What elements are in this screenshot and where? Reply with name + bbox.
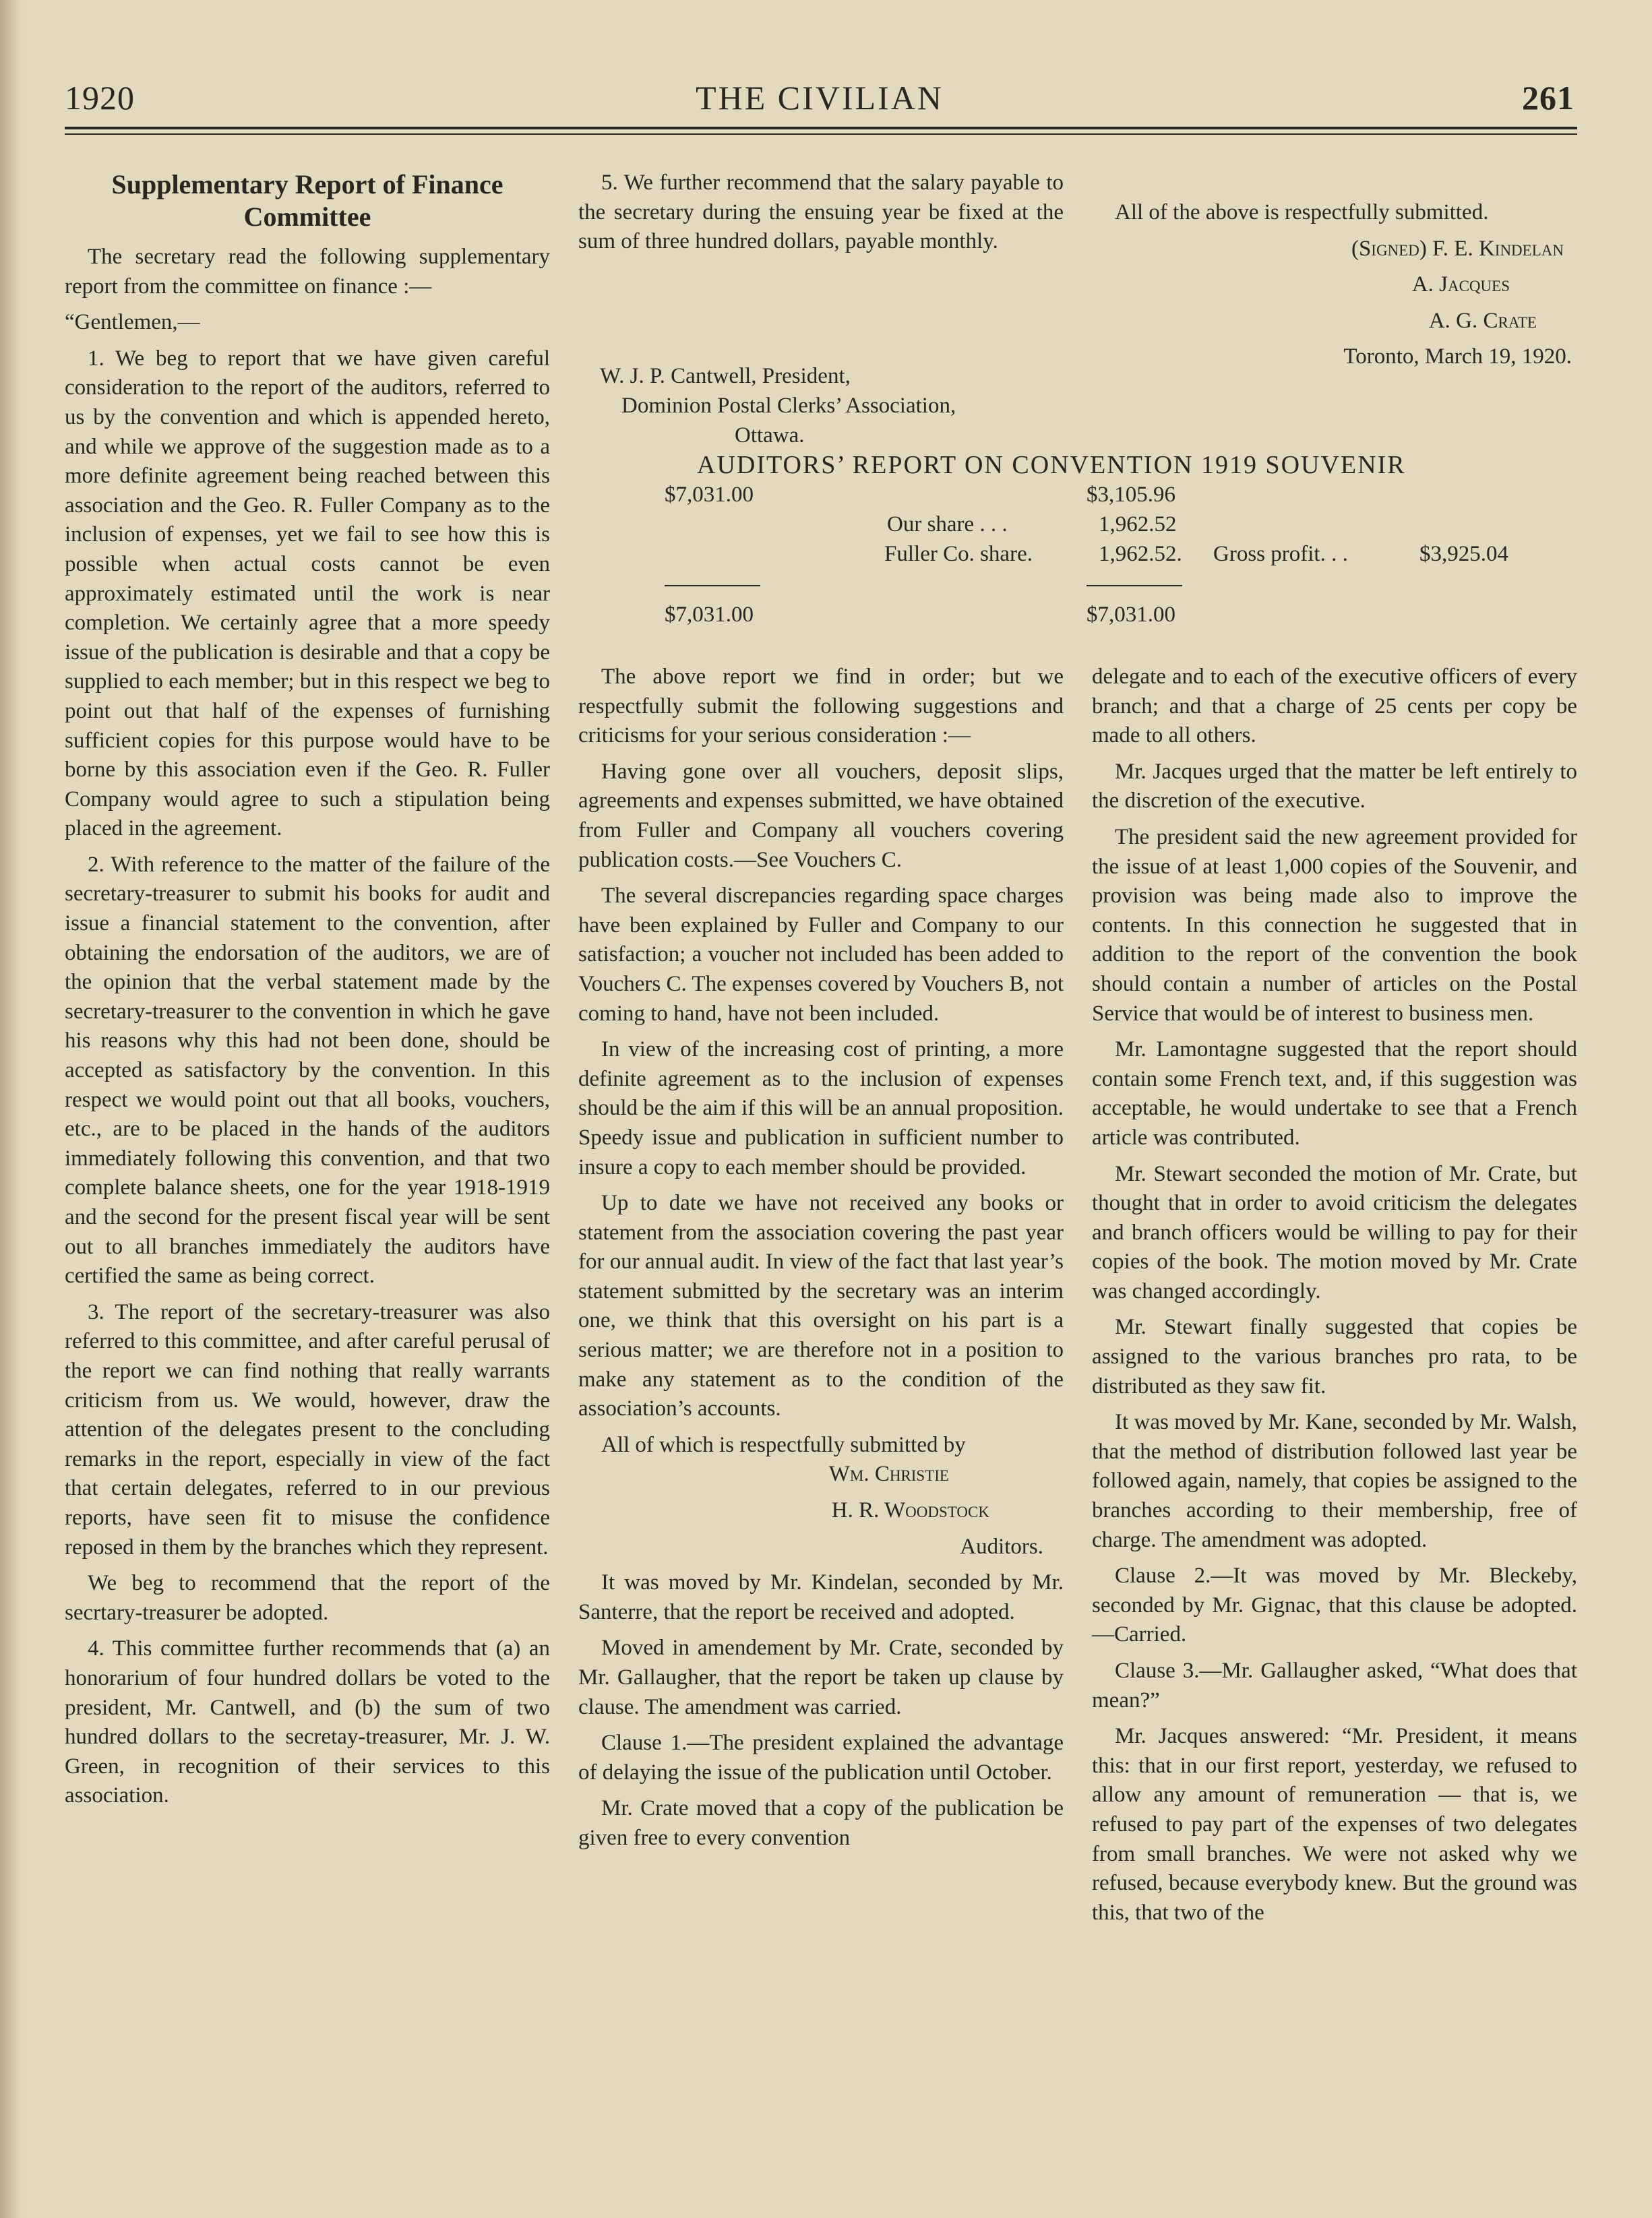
finance-intro: The secretary read the following supplementary report from the committee on finance :—	[65, 245, 550, 299]
header-year: 1920	[65, 79, 135, 117]
finance-para-2: 2. With reference to the matter of the failure of the secretary-treasurer to submit his books for audit and issue a financial statement to the convention, after obtaining the endorsation of the auditors, we are of the opinion that the verbal statement made by the secretary-treasurer to the convention in which he gave his reasons why this had not been done, should be accepted as satisfactory by the convention. In this respect we would point out that all books, vouchers, etc., are to be placed in the hands of the auditors immediately following this convention, and that two complete balance sheets, one for the year 1918-1919 and the second for the present fiscal year will be sent out to all branches immediately the auditors have certified the same as being correct.	[65, 852, 550, 1289]
auditors-para-10: Mr. Crate moved that a copy of the publication be given free to every convention	[578, 1796, 1064, 1850]
column-right-top	[1092, 168, 1577, 379]
column-middle-bottom	[578, 663, 1064, 1860]
audit-right-amount: $3,105.96	[1087, 483, 1175, 507]
auditors-para-3: The several discrepancies regarding space charges have been explained by Fuller and Company to our satisfaction; a voucher not included has been added to Vouchers C. The expenses covered by Vouchers B, not coming to hand, have not been included.	[578, 884, 1064, 1026]
audit-right-total: $7,031.00	[1087, 603, 1175, 627]
finance-signatures	[1092, 235, 1577, 336]
finance-para-4: 4. This committee further recommends that (a) an honorarium of four hundred dollars be voted to the president, Mr. Cantwell, and (b) the sum of two hundred dollars to the secretay-treasurer, Mr. J. W. Green, in recognition of their services to this association.	[65, 1636, 550, 1808]
audit-fuller-share: 1,962.52.	[1099, 542, 1182, 566]
page-binding-edge	[0, 0, 23, 2218]
auditors-para-1: The above report we find in order; but we respectfully submit the following suggestions and criticisms for your serious consideration :—	[578, 665, 1064, 748]
finance-para-3: 3. The report of the secretary-treasurer was also referred to this committee, and after careful perusal of the report we can find nothing that really warrants criticism from us. We would, however, draw the attention of the delegates present to the concluding remarks in the report, especially in view of the fact that certain delegates, referred to in our previous reports, have seen fit to misuse the confidence reposed in them by the branches which they represent.	[65, 1299, 550, 1560]
auditors-para-8: Moved in amendement by Mr. Crate, seconded by Mr. Gallaugher, that the report be taken up clause by clause. The amendment was carried.	[578, 1636, 1064, 1719]
auditors-para-7: It was moved by Mr. Kindelan, seconded by Mr. Santerre, that the report be received and adopted.	[578, 1570, 1064, 1624]
auditors-para-2: Having gone over all vouchers, deposit slips, agreements and expenses submitted, we have obtained from Fuller and Company all vouchers covering publication costs.—See Vouchers C.	[578, 759, 1064, 872]
discussion-para-10: Mr. Jacques answered: “Mr. President, it means this: that in our first report, yesterday, we refused to allow any amount of remuneration — that is, we refused to pay part of the expenses of two delegates from small branches. We were not asked why we refused, because everybody knew. But the ground was this, that two of the	[1092, 1724, 1577, 1925]
auditors-para-9: Clause 1.—The president explained the advantage of delaying the issue of the publication until October.	[578, 1731, 1064, 1785]
finance-date: Toronto, March 19, 1920.	[1343, 344, 1572, 369]
column-right-bottom	[1092, 663, 1577, 1934]
audit-left-total: $7,031.00	[665, 603, 754, 627]
audit-right-rule	[1087, 585, 1182, 586]
auditors-para-4: In view of the increasing cost of printing, a more definite agreement as to the inclusion of expenses should be the aim if this will be an annual proposition. Speedy issue and publication in sufficient number to insure a copy to each member should be provided.	[578, 1037, 1064, 1179]
finance-para-1: 1. We beg to report that we have given careful consideration to the report of the auditors, referred to us by the convention and which is appended hereto, and while we approve of the suggestion made as to a more definite agreement being reached between this association and the Geo. R. Fuller Company as to the inclusion of expenses, yet we fail to see how this is possible when actual costs cannot be even approximately estimated until the work is near completion. We certainly agree that a more speedy issue of the publication is desirable and that a copy be supplied to each member; but in this respect we beg to point out that half of the expenses of furnishing sufficient copies for this purpose would have to be borne by this association even if the Geo. R. Fuller Company would agree to such a stipulation being placed in the agreement.	[65, 346, 550, 841]
audit-fuller-label: Fuller Co. share.	[884, 542, 1033, 566]
discussion-para-8: Clause 2.—It was moved by Mr. Bleckeby, seconded by Mr. Gignac, that this clause be adopted.—Carried.	[1092, 1564, 1577, 1647]
signer-crate: A. G. Crate	[1428, 308, 1537, 333]
header-rule-thin	[65, 133, 1577, 135]
discussion-para-6: Mr. Stewart finally suggested that copies be assigned to the various branches pro rata, to be distributed as they saw fit.	[1092, 1315, 1577, 1398]
audit-gross-label: Gross profit. . .	[1213, 542, 1348, 566]
finance-para-3b: We beg to recommend that the report of the secrtary-treasurer be adopted.	[65, 1571, 550, 1625]
column-left	[65, 168, 550, 1818]
discussion-para-5: Mr. Stewart seconded the motion of Mr. Crate, but thought that in order to avoid criticism the delegates and branch officers would be willing to pay for their copies of the book. The motion moved by Mr. Crate was changed accordingly.	[1092, 1161, 1577, 1303]
header-rule-thick	[65, 127, 1577, 129]
discussion-para-9: Clause 3.—Mr. Gallaugher asked, “What does that mean?”	[1092, 1659, 1577, 1713]
finance-para-5: 5. We further recommend that the salary payable to the secretary during the ensuing year be fixed at the sum of three hundred dollars, payable monthly.	[578, 171, 1064, 254]
addressee-line-2: Dominion Postal Clerks’ Association,	[621, 394, 956, 418]
auditors-report-title: AUDITORS’ REPORT ON CONVENTION 1919 SOUVENIR	[697, 451, 1406, 479]
addressee-line-1: W. J. P. Cantwell, President,	[600, 364, 851, 388]
discussion-para-7: It was moved by Mr. Kane, seconded by Mr. Walsh, that the method of distribution followed last year be followed again, namely, that copies be assigned to the branches according to their membership, free of charge. The amendment was adopted.	[1092, 1410, 1577, 1552]
auditors-para-6: All of which is respectfully submitted by	[601, 1432, 966, 1457]
column-middle-top	[578, 168, 1064, 264]
audit-left-rule	[665, 585, 760, 586]
signer-kindelan: (Signed) F. E. Kindelan	[1351, 236, 1564, 261]
signer-christie: Wm. Christie	[828, 1462, 949, 1487]
section-title: Supplementary Report of Finance Committee	[111, 169, 503, 232]
header-title: THE CIVILIAN	[696, 79, 944, 117]
addressee-block	[600, 361, 1274, 450]
auditors-para-5: Up to date we have not received any books or statement from the association covering the past year for our annual audit. In view of the fact that last year’s statement submitted by the secretary was an interim one, we think that this oversight on his part is a serious matter; we are therefore not in a position to make any statement as to the condition of the association’s accounts.	[578, 1191, 1064, 1421]
addressee-line-3: Ottawa.	[735, 423, 805, 448]
auditor-signatures	[578, 1460, 1064, 1562]
audit-left-amount: $7,031.00	[665, 483, 754, 507]
finance-salutation: “Gentlemen,—	[65, 310, 200, 335]
auditors-label: Auditors.	[960, 1534, 1043, 1559]
discussion-para-1: delegate and to each of the executive officers of every branch; and that a charge of 25 cents per copy be made to all others.	[1092, 665, 1577, 748]
audit-our-share: 1,962.52	[1099, 512, 1177, 536]
audit-our-share-label: Our share . . .	[887, 512, 1008, 536]
signer-jacques: A. Jacques	[1411, 272, 1510, 297]
signer-woodstock: H. R. Woodstock	[831, 1498, 989, 1523]
discussion-para-3: The president said the new agreement provided for the issue of at least 1,000 copies of the Souvenir, and provision was being made also to improve the contents. In this connection he suggested that in addition to the report of the convention the book should contain a number of articles on the Postal Service that would be of interest to business men.	[1092, 824, 1577, 1026]
header-page-number: 261	[1522, 79, 1574, 117]
discussion-para-4: Mr. Lamontagne suggested that the report should contain some French text, and, if this suggestion was acceptable, he would undertake to see that a French article was contributed.	[1092, 1037, 1577, 1150]
discussion-para-2: Mr. Jacques urged that the matter be left entirely to the discretion of the executive.	[1092, 759, 1577, 813]
finance-closing: All of the above is respectfully submitted.	[1115, 200, 1489, 224]
audit-gross-amount: $3,925.04	[1419, 542, 1508, 566]
page-header	[65, 74, 1574, 121]
